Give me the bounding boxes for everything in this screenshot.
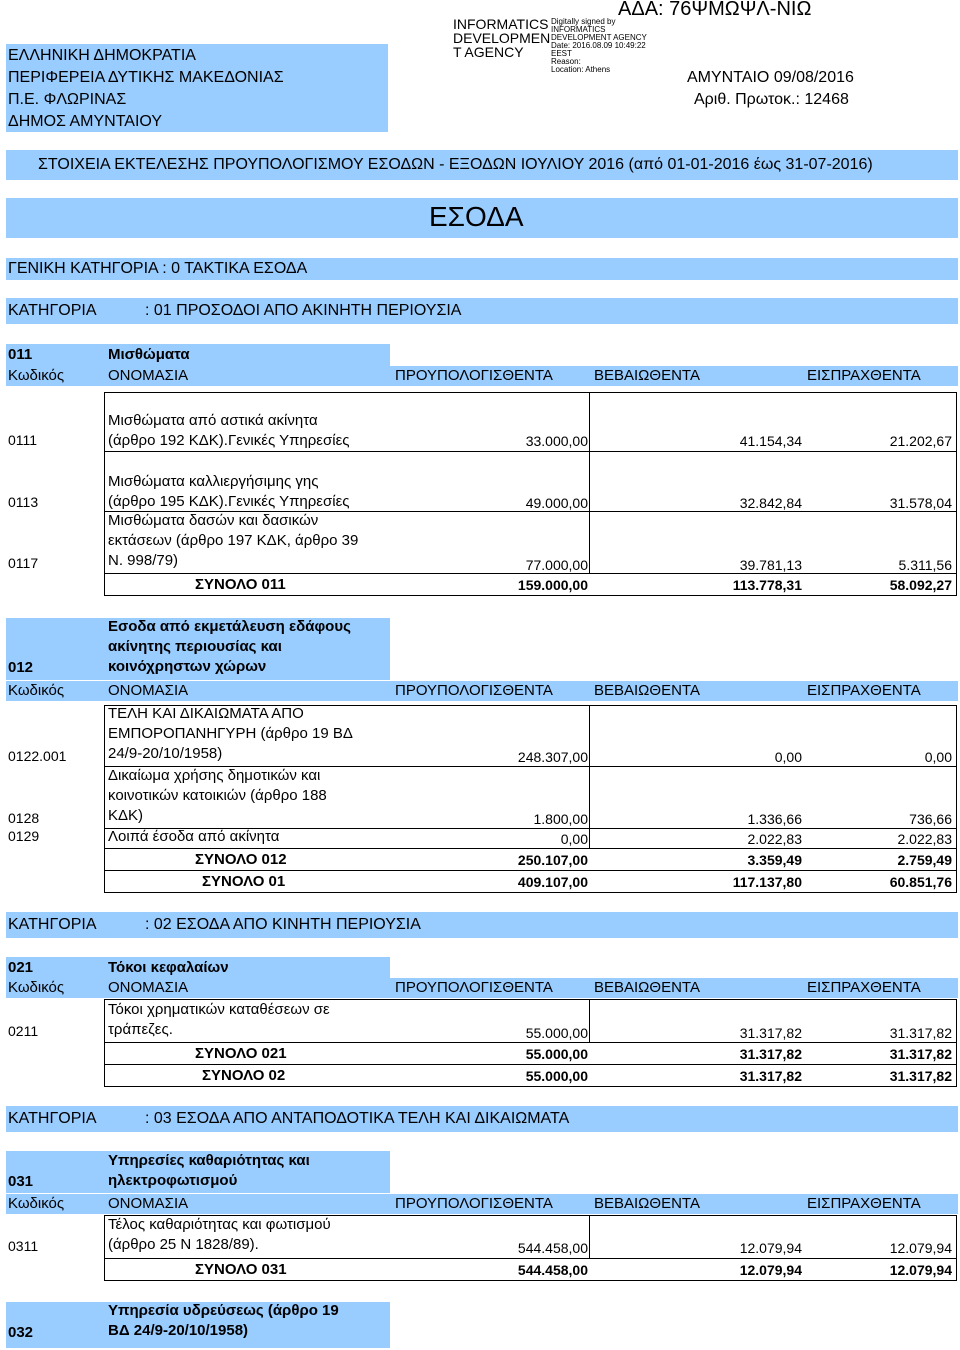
col-certified-header: ΒΕΒΑΙΩΘΕΝΤΑ	[594, 367, 700, 384]
group-name	[108, 1301, 339, 1341]
group-name-line: κοινόχρηστων χώρων	[108, 658, 267, 675]
general-category-bar	[6, 258, 958, 280]
row-certified: 2.022,83	[747, 831, 802, 847]
row-collected: 736,66	[909, 811, 952, 827]
total-certified: 117.137,80	[732, 874, 802, 890]
row-name: Λοιπά έσοδα από ακίνητα	[108, 828, 280, 845]
signature-line: Digitally signed by	[551, 17, 616, 26]
row-code: 0129	[8, 828, 40, 844]
row-name-line: 24/9-20/10/1958)	[108, 745, 223, 762]
total-budgeted: 409.107,00	[517, 874, 588, 890]
group-name	[108, 617, 351, 677]
row-name	[108, 411, 350, 451]
total-label: ΣΥΝΟΛΟ 01	[202, 873, 286, 890]
row-certified: 1.336,66	[747, 811, 802, 827]
row-code: 0113	[8, 494, 39, 510]
row-budgeted: 0,00	[560, 831, 588, 847]
section-title-bar	[6, 198, 958, 238]
group-code: 011	[8, 346, 33, 363]
group-name: Τόκοι κεφαλαίων	[108, 959, 229, 976]
row-budgeted: 77.000,00	[525, 557, 588, 573]
row-name-line: Μισθώματα από αστικά ακίνητα	[108, 412, 318, 429]
category-02-bar	[6, 912, 958, 938]
row-name-line: Μισθώματα δασών και δασικών	[108, 512, 319, 529]
col-name-header: ΟΝΟΜΑΣΙΑ	[108, 1195, 189, 1212]
report-title: ΣΤΟΙΧΕΙΑ ΕΚΤΕΛΕΣΗΣ ΠΡΟΥΠΟΛΟΓΙΣΜΟΥ ΕΣΟΔΩΝ - ΕΞΟΔΩΝ ΙΟΥΛΙΟΥ 2016 (από 01-01-2016 έως 31-07-2016)	[38, 156, 873, 173]
org-line: ΔΗΜΟΣ ΑΜΥΝΤΑΙΟΥ	[8, 113, 162, 130]
row-name	[108, 704, 353, 764]
row-certified: 12.079,94	[739, 1240, 802, 1256]
row-collected: 5.311,56	[898, 557, 952, 573]
row-budgeted: 1.800,00	[533, 811, 588, 827]
column-header-row	[6, 1194, 958, 1214]
organization-block	[6, 44, 388, 132]
report-title-bar	[6, 150, 958, 180]
category-label: ΚΑΤΗΓΟΡΙΑ	[8, 1110, 97, 1127]
row-certified: 41.154,34	[739, 433, 802, 449]
row-budgeted: 33.000,00	[525, 433, 588, 449]
total-budgeted: 159.000,00	[517, 577, 588, 593]
column-header-row	[6, 978, 958, 998]
row-name	[108, 766, 327, 826]
total-label: ΣΥΝΟΛΟ 021	[195, 1045, 287, 1062]
signer-line: INFORMATICS	[453, 16, 549, 32]
total-budgeted: 544.458,00	[517, 1262, 588, 1278]
row-name	[108, 511, 358, 571]
row-code: 0128	[8, 810, 40, 826]
total-label: ΣΥΝΟΛΟ 031	[195, 1261, 287, 1278]
row-name-line: Ν. 998/79)	[108, 552, 179, 569]
total-budgeted: 55.000,00	[525, 1046, 588, 1062]
col-budgeted-header: ΠΡΟΥΠΟΛΟΓΙΣΘΕΝΤΑ	[395, 367, 553, 384]
total-collected: 31.317,82	[889, 1068, 952, 1084]
col-certified-header: ΒΕΒΑΙΩΘΕΝΤΑ	[594, 682, 700, 699]
group-name: Μισθώματα	[108, 346, 190, 363]
col-collected-header: ΕΙΣΠΡΑΧΘΕΝΤΑ	[807, 1195, 921, 1212]
group-code: 032	[8, 1324, 34, 1341]
col-code-header: Κωδικός	[8, 1195, 65, 1212]
total-budgeted: 250.107,00	[517, 852, 588, 868]
total-certified: 31.317,82	[739, 1046, 802, 1062]
place-date: ΑΜΥΝΤΑΙΟ 09/08/2016	[687, 69, 854, 86]
row-collected: 2.022,83	[897, 831, 952, 847]
general-category: ΓΕΝΙΚΗ ΚΑΤΗΓΟΡΙΑ : 0 ΤΑΚΤΙΚΑ ΕΣΟΔΑ	[8, 260, 308, 277]
total-label: ΣΥΝΟΛΟ 011	[195, 576, 286, 593]
group-code: 021	[8, 959, 34, 976]
column-header-row	[6, 681, 958, 701]
col-code-header: Κωδικός	[8, 367, 65, 384]
total-certified: 3.359,49	[747, 852, 802, 868]
protocol-number: Αριθ. Πρωτοκ.: 12468	[694, 91, 849, 108]
total-certified: 31.317,82	[739, 1068, 802, 1084]
group-code: 031	[8, 1173, 34, 1190]
row-certified: 0,00	[774, 749, 802, 765]
signature-line: Reason:	[551, 57, 581, 66]
signer-line: DEVELOPMEN	[453, 30, 551, 46]
group-name-line: Εσοδα από εκμετάλευση εδάφους	[108, 618, 351, 635]
category-03-bar	[6, 1106, 958, 1132]
total-label: ΣΥΝΟΛΟ 012	[195, 851, 287, 868]
col-budgeted-header: ΠΡΟΥΠΟΛΟΓΙΣΘΕΝΤΑ	[395, 1195, 553, 1212]
row-name-line: Τόκοι χρηματικών καταθέσεων σε	[108, 1001, 330, 1018]
group-name-line: ηλεκτροφωτισμού	[108, 1172, 238, 1189]
group-name-line: ΒΔ 24/9-20/10/1958)	[108, 1322, 249, 1339]
col-collected-header: ΕΙΣΠΡΑΧΘΕΝΤΑ	[807, 979, 921, 996]
ada-number: ΑΔΑ: 76ΨΜΩΨΛ-ΝΙΩ	[618, 0, 812, 20]
col-collected-header: ΕΙΣΠΡΑΧΘΕΝΤΑ	[807, 367, 921, 384]
category-01-bar	[6, 298, 958, 324]
row-name-line: ΤΕΛΗ ΚΑΙ ΔΙΚΑΙΩΜΑΤΑ ΑΠΟ	[108, 705, 304, 722]
total-collected: 12.079,94	[889, 1262, 952, 1278]
category-label: ΚΑΤΗΓΟΡΙΑ	[8, 302, 97, 319]
row-certified: 31.317,82	[739, 1025, 802, 1041]
row-name-line: Τέλος καθαριότητας και φωτισμού	[108, 1216, 331, 1233]
row-budgeted: 544.458,00	[517, 1240, 588, 1256]
col-budgeted-header: ΠΡΟΥΠΟΛΟΓΙΣΘΕΝΤΑ	[395, 979, 553, 996]
category-title: : 03 ΕΣΟΔΑ ΑΠΟ ΑΝΤΑΠΟΔΟΤΙΚΑ ΤΕΛΗ ΚΑΙ ΔΙΚΑΙΩΜΑΤΑ	[145, 1110, 570, 1127]
group-name-line: ακίνητης περιουσίας και	[108, 638, 282, 655]
group-name-line: Υπηρεσίες καθαριότητας και	[108, 1152, 310, 1169]
row-name-line: τράπεζες.	[108, 1021, 173, 1038]
row-name-line: (άρθρο 25 Ν 1828/89).	[108, 1236, 259, 1253]
total-budgeted: 55.000,00	[525, 1068, 588, 1084]
row-certified: 39.781,13	[739, 557, 802, 573]
org-line: ΠΕΡΙΦΕΡΕΙΑ ΔΥΤΙΚΗΣ ΜΑΚΕΔΟΝΙΑΣ	[8, 69, 284, 86]
total-label: ΣΥΝΟΛΟ 02	[202, 1067, 286, 1084]
signature-line: Date: 2016.08.09 10:49:22	[551, 41, 646, 50]
row-values-box	[589, 705, 957, 767]
category-label: ΚΑΤΗΓΟΡΙΑ	[8, 916, 97, 933]
row-budgeted: 55.000,00	[525, 1025, 588, 1041]
row-code: 0122.001	[8, 748, 67, 764]
section-title: ΕΣΟΔΑ	[429, 201, 524, 232]
col-certified-header: ΒΕΒΑΙΩΘΕΝΤΑ	[594, 979, 700, 996]
row-budgeted: 49.000,00	[525, 495, 588, 511]
row-name	[108, 1000, 330, 1040]
row-code: 0111	[8, 432, 38, 448]
row-name-line: ΕΜΠΟΡΟΠΑΝΗΓΥΡΗ (άρθρο 19 ΒΔ	[108, 725, 353, 742]
col-code-header: Κωδικός	[8, 682, 65, 699]
row-name-line: Δικαίωμα χρήσης δημοτικών και	[108, 767, 321, 784]
org-line: ΕΛΛΗΝΙΚΗ ΔΗΜΟΚΡΑΤΙΑ	[8, 47, 196, 64]
column-header-row	[6, 366, 958, 386]
total-collected: 58.092,27	[889, 577, 952, 593]
row-code: 0117	[8, 555, 39, 571]
row-name	[108, 472, 350, 512]
row-code: 0311	[8, 1238, 39, 1254]
total-certified: 12.079,94	[739, 1262, 802, 1278]
row-name-line: εκτάσεων (άρθρο 197 ΚΔΚ, άρθρο 39	[108, 532, 359, 549]
signature-line: Location: Athens	[551, 65, 611, 74]
row-name-line: Μισθώματα καλλιεργήσιμης γης	[108, 473, 319, 490]
category-title: : 02 ΕΣΟΔΑ ΑΠΟ ΚΙΝΗΤΗ ΠΕΡΙΟΥΣΙΑ	[145, 916, 421, 933]
col-certified-header: ΒΕΒΑΙΩΘΕΝΤΑ	[594, 1195, 700, 1212]
signature-line: EEST	[551, 49, 572, 58]
group-name-line: Υπηρεσία υδρεύσεως (άρθρο 19	[108, 1302, 339, 1319]
col-name-header: ΟΝΟΜΑΣΙΑ	[108, 367, 189, 384]
row-collected: 21.202,67	[889, 433, 952, 449]
row-budgeted: 248.307,00	[517, 749, 588, 765]
row-name-line: (άρθρο 192 ΚΔΚ).Γενικές Υπηρεσίες	[108, 432, 350, 449]
col-name-header: ΟΝΟΜΑΣΙΑ	[108, 979, 189, 996]
total-certified: 113.778,31	[732, 577, 802, 593]
total-collected: 60.851,76	[889, 874, 952, 890]
total-collected: 31.317,82	[889, 1046, 952, 1062]
row-name-line: ΚΔΚ)	[108, 807, 144, 824]
row-name-line: κοινοτικών κατοικιών (άρθρο 188	[108, 787, 327, 804]
category-title: : 01 ΠΡΟΣΟΔΟΙ ΑΠΟ ΑΚΙΝΗΤΗ ΠΕΡΙΟΥΣΙΑ	[145, 302, 462, 319]
row-certified: 32.842,84	[739, 495, 802, 511]
row-collected: 31.578,04	[889, 495, 952, 511]
col-budgeted-header: ΠΡΟΥΠΟΛΟΓΙΣΘΕΝΤΑ	[395, 682, 553, 699]
row-collected: 12.079,94	[889, 1240, 952, 1256]
row-name	[108, 1215, 331, 1255]
col-name-header: ΟΝΟΜΑΣΙΑ	[108, 682, 189, 699]
signature-line: DEVELOPMENT AGENCY	[551, 33, 647, 42]
signature-line: INFORMATICS	[551, 25, 606, 34]
col-code-header: Κωδικός	[8, 979, 65, 996]
group-name	[108, 1151, 310, 1191]
row-collected: 0,00	[924, 749, 952, 765]
total-collected: 2.759,49	[897, 852, 952, 868]
org-line: Π.Ε. ΦΛΩΡΙΝΑΣ	[8, 91, 127, 108]
group-011-bar	[6, 344, 390, 366]
signer-line: T AGENCY	[453, 44, 524, 60]
group-code: 012	[8, 659, 34, 676]
row-code: 0211	[8, 1023, 39, 1039]
row-collected: 31.317,82	[889, 1025, 952, 1041]
col-collected-header: ΕΙΣΠΡΑΧΘΕΝΤΑ	[807, 682, 921, 699]
row-name-line: (άρθρο 195 ΚΔΚ).Γενικές Υπηρεσίες	[108, 493, 350, 510]
